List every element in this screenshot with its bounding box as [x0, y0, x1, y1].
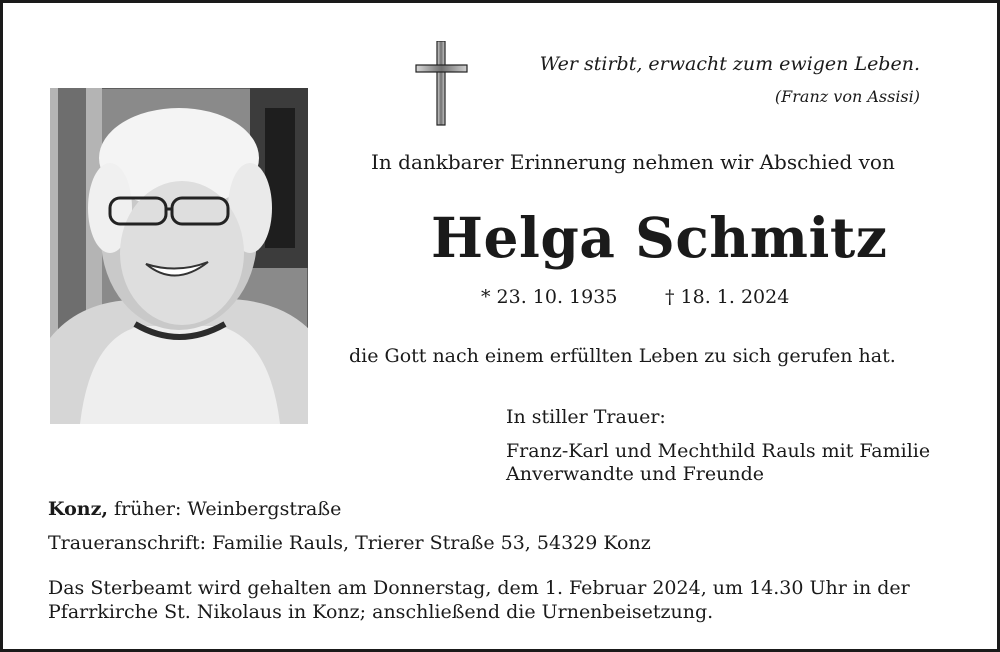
birth-date: * 23. 10. 1935 — [481, 286, 618, 308]
quote-author: (Franz von Assisi) — [774, 87, 920, 106]
service-line-1: Das Sterbeamt wird gehalten am Donnerstag, dem 1. Februar 2024, um 14.30 Uhr in der — [48, 577, 910, 599]
mourners-line-2: Anverwandte und Freunde — [506, 463, 764, 485]
intro-text: In dankbarer Erinnerung nehmen wir Abschied von — [371, 150, 895, 174]
deceased-name: Helga Schmitz — [431, 205, 888, 270]
called-home-text: die Gott nach einem erfüllten Leben zu sich gerufen hat. — [349, 345, 896, 367]
city-name: Konz, — [48, 498, 108, 520]
mourners-heading: In stiller Trauer: — [506, 406, 666, 428]
former-street: früher: Weinbergstraße — [114, 498, 342, 520]
former-address — [48, 498, 341, 520]
portrait-photo — [50, 88, 308, 424]
quote-text: Wer stirbt, erwacht zum ewigen Leben. — [539, 53, 920, 75]
mourning-address: Traueranschrift: Familie Rauls, Trierer Straße 53, 54329 Konz — [48, 532, 651, 554]
latin-cross-icon — [415, 41, 469, 127]
service-line-2: Pfarrkirche St. Nikolaus in Konz; anschließend die Urnenbeisetzung. — [48, 601, 714, 623]
death-date: † 18. 1. 2024 — [665, 286, 790, 308]
mourners-line-1: Franz-Karl und Mechthild Rauls mit Familie — [506, 440, 931, 462]
